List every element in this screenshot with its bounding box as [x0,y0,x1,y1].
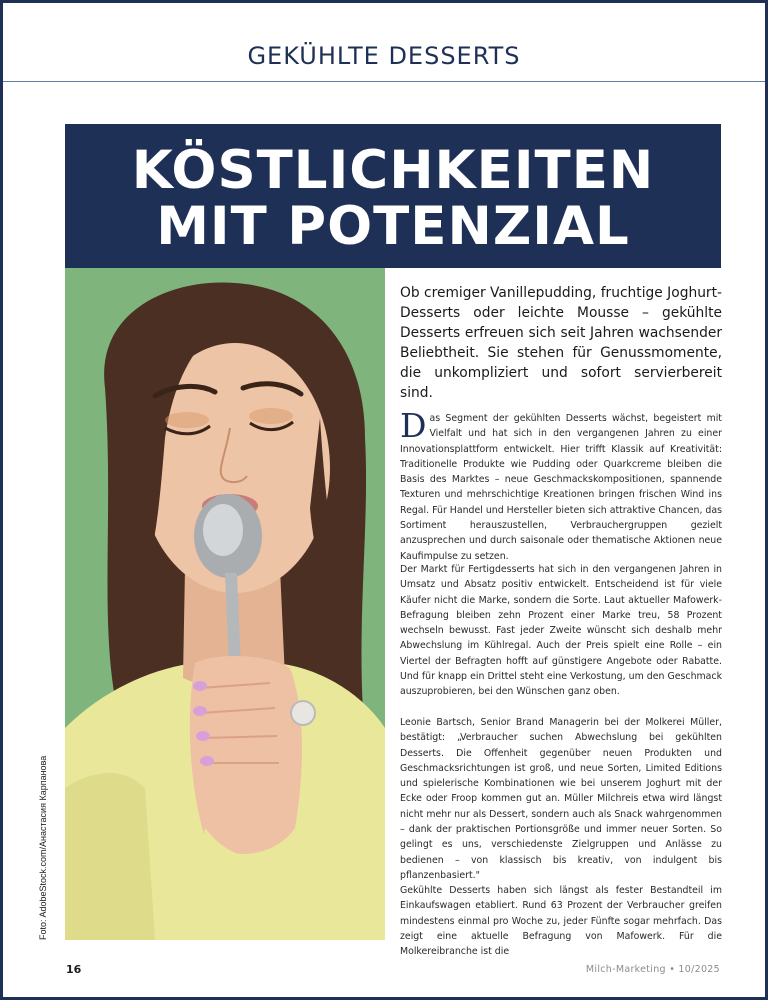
body-paragraph-1 [400,406,722,564]
article-photo [65,268,385,940]
body-paragraph-3: Leonie Bartsch, Senior Brand Managerin bei der Molkerei Müller, bestätigt: „Verbraucher suchen Abwechslung bei gekühlten Desserts. Die Offenheit gegenüber neuen Produkten und Geschmacksrichtungen ist groß, und neue Sorten, Limited Editions und spielerische Kombinationen wie bei unserem Joghurt mit der Ecke oder Froop kommen gut an. Müller Milchreis etwa wird längst nicht mehr nur als Dessert, sondern auch als Snack wahrgenommen – dank der praktischen Portionsgröße und immer neuer Sorten. So gelingt es uns, verschiedenste Zielgruppen und Anlässe zu bedienen – von klassisch bis kreativ, von indulgent bis pflanzenbasiert." [400,717,722,881]
page-number: 16 [66,963,82,976]
section-label: GEKÜHLTE DESSERTS [247,42,521,70]
photo-credit: Foto: AdobeStock.com/Анастасия Карпанова [38,755,48,940]
publication-footer: Milch-Marketing • 10/2025 [585,964,720,975]
woman-with-spoon-illustration [65,268,385,940]
paragraph-text: as Segment der gekühlten Desserts wächst, begeistert mit Vielfalt und hat sich in den vergangenen Jahren zu einer Innovationsplattform entwickelt. Hier trifft Klassik auf Kreativität: Traditionelle Produkte wie Pudding oder Quarkcreme bleiben die Basis des Marktes – neue Geschmackskompositionen, spannende Texturen und mehrschichtige Kreationen bringen frischen Wind ins Regal. Für Handel und Hersteller bieten sich attraktive Chancen, das Sortiment herauszustellen, Verbrauchergruppen gezielt anzusprechen und durch saisonale oder thematische Aktionen neue Kaufimpulse zu setzen. [400,413,722,562]
section-divider [3,81,765,82]
drop-cap: D [400,406,427,445]
body-paragraph-2: Der Markt für Fertigdesserts hat sich in den vergangenen Jahren in Umsatz und Absatz positiv entwickelt. Entscheidend ist für viele Käufer nicht die Marke, sondern die Sorte. Laut aktueller Mafowerk-Befragung bleiben zehn Prozent einer Marke treu, 58 Prozent wechseln bewusst. Fast jeder Zweite wünscht sich deshalb mehr Abwechslung im Kühlregal. Auch der Preis spielt eine Rolle – ein Viertel der Befragten hofft auf günstigere Angebote oder Rabatte. Und für knapp ein Drittel steht eine Verkostung, um den Geschmack auszuprobieren, bei den Wünschen ganz oben. [400,564,722,698]
headline-line-2: MIT POTENZIAL [156,196,630,257]
lead-paragraph: Ob cremiger Vanillepudding, fruchtige Joghurt-Desserts oder leichte Mousse – gekühlte Desserts erfreuen sich seit Jahren wachsender Beliebtheit. Sie stehen für Genussmomente, die unkompliziert und sofort servierbereit sind. [400,285,722,401]
headline-line-1: KÖSTLICHKEITEN [131,140,655,201]
body-paragraph-4: Gekühlte Desserts haben sich längst als fester Bestandteil im Einkaufswagen etabliert. Rund 63 Prozent der Verbraucher greifen mindestens einmal pro Woche zu, jeder Fünfte sogar mehrfach. Das zeigt eine aktuelle Befragung von Mafowerk. Für die Molkereibranche ist die [400,885,722,958]
